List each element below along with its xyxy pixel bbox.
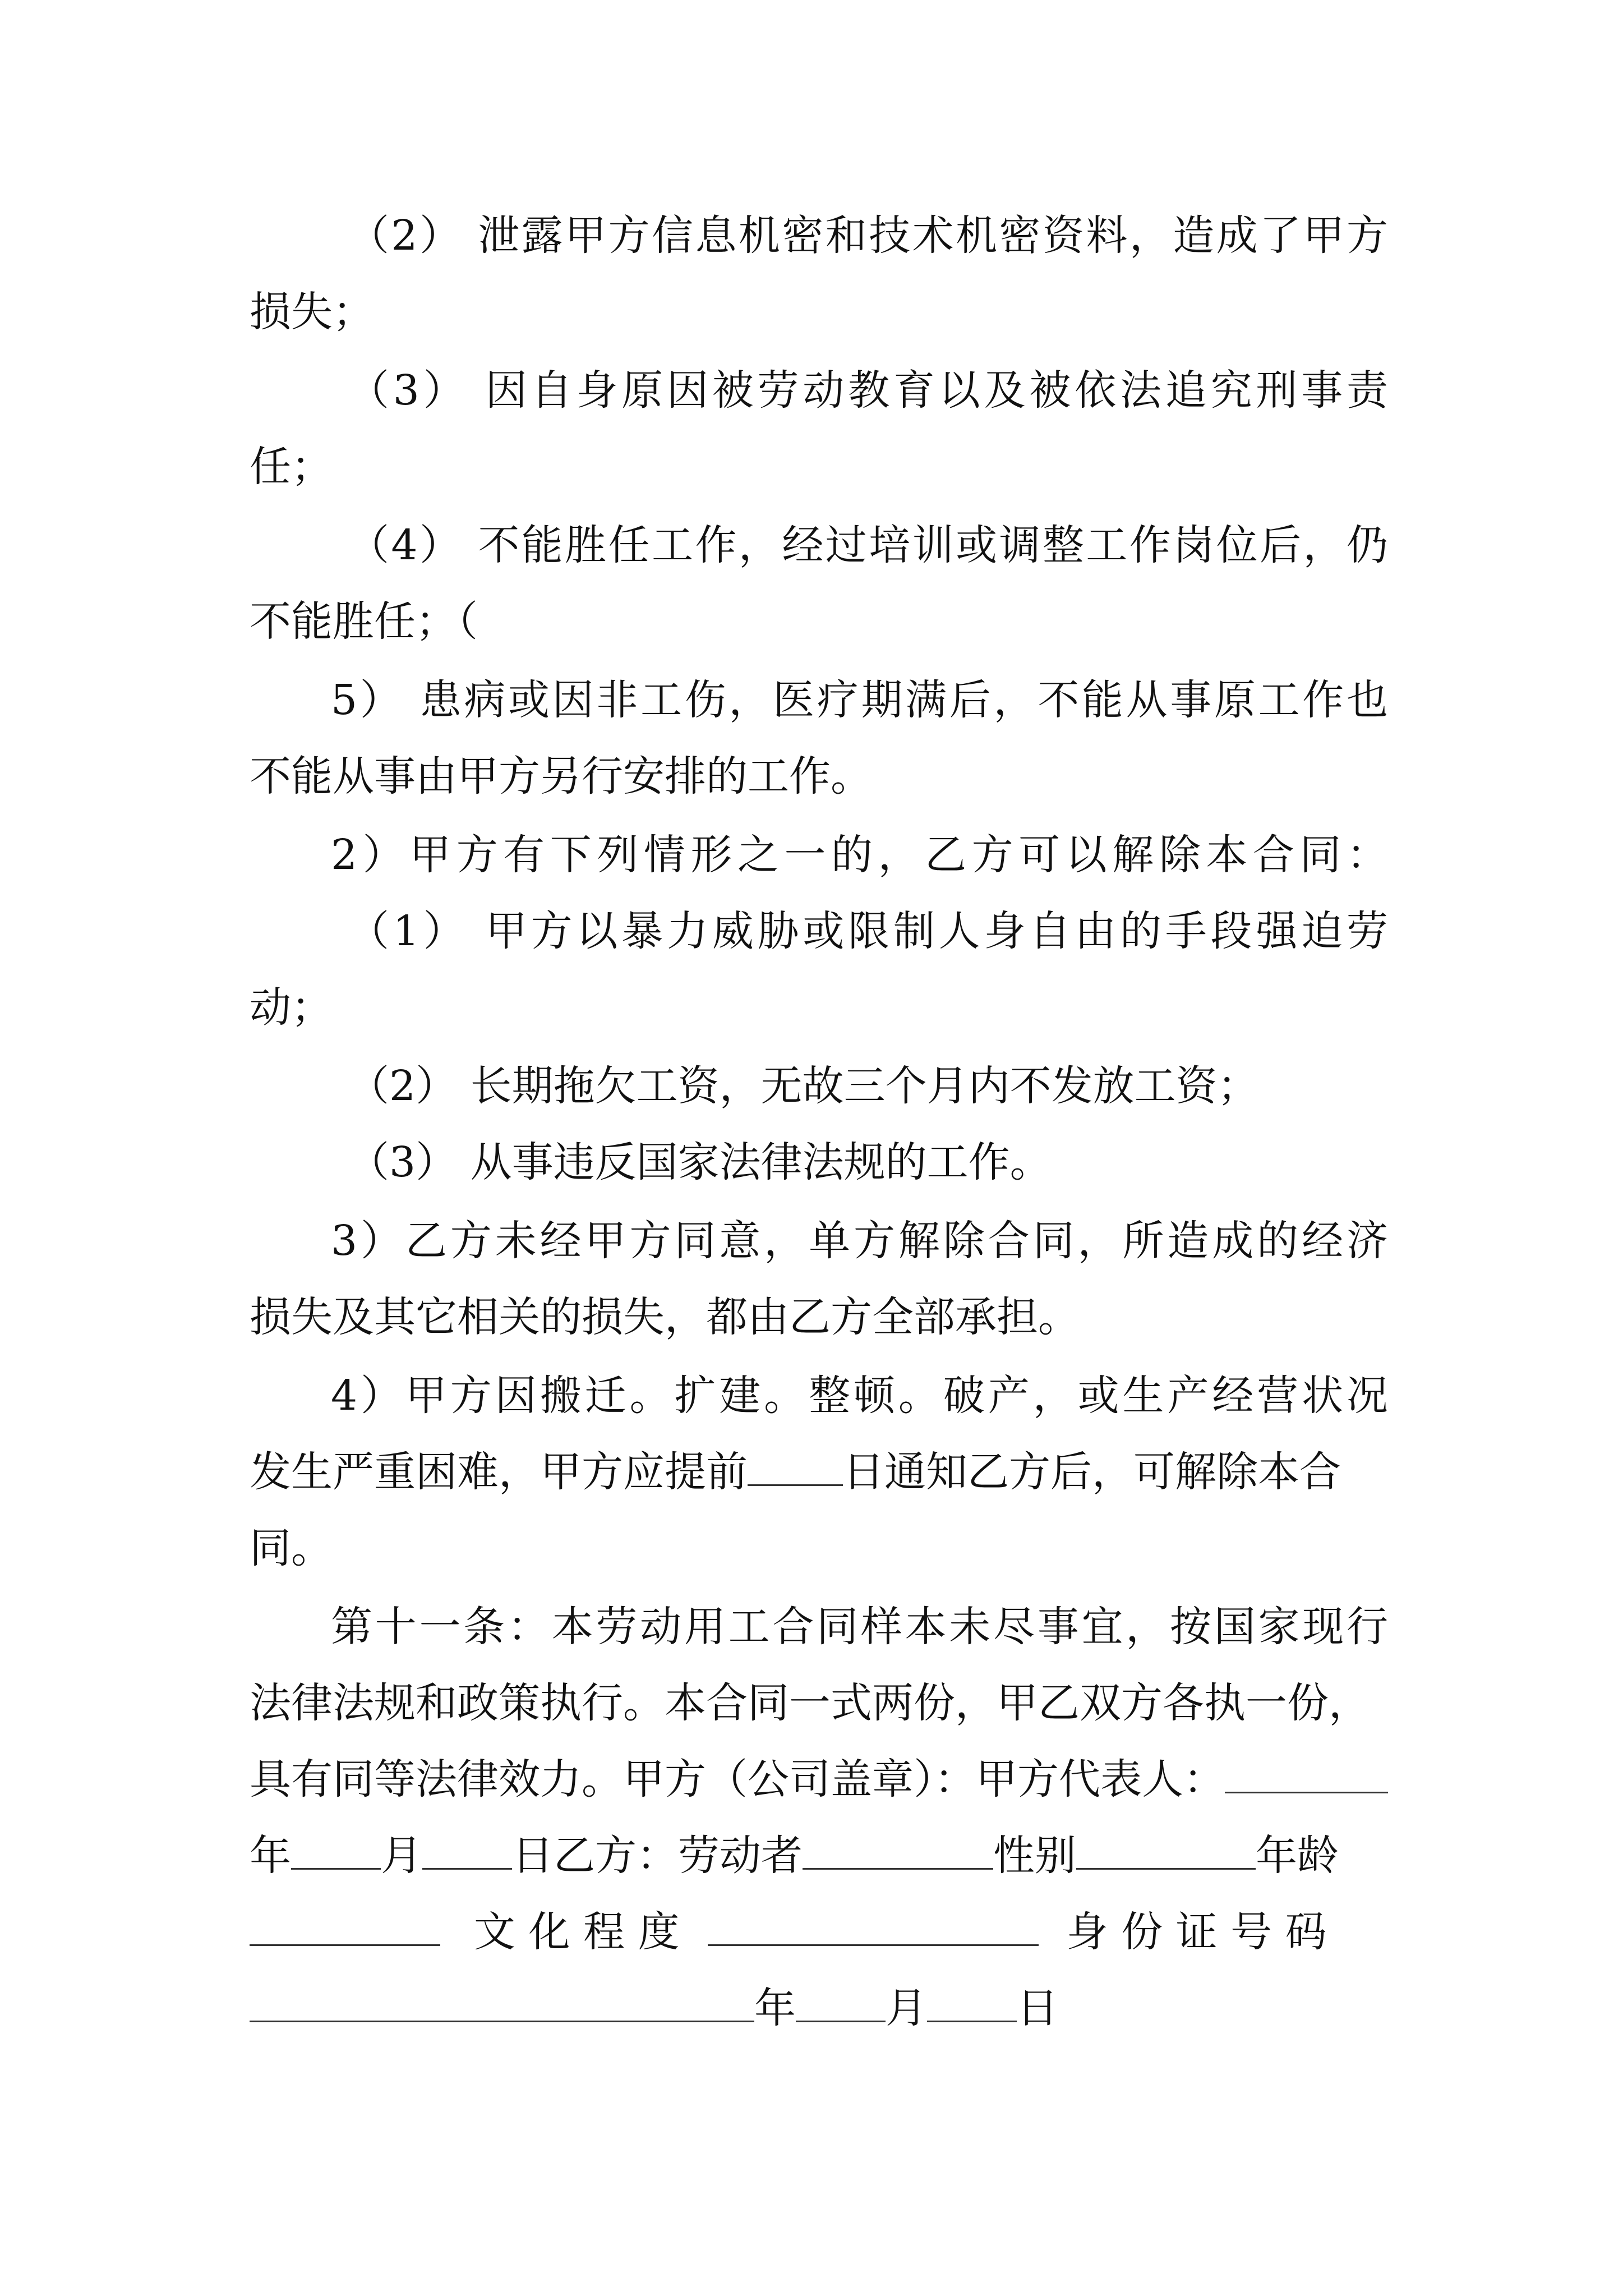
text-fragment: 年 [250, 1832, 291, 1880]
text-fragment: 年 [754, 1984, 796, 2032]
blank-id-number [250, 1981, 754, 2022]
text-fragment: 文 化 程 度 [474, 1908, 680, 1956]
blank-days [748, 1445, 843, 1486]
text-fragment: 具有同等法律效力。甲方（公司盖章）：甲方代表人： [250, 1755, 1225, 1803]
text-line: （3） 因自身原因被劳动教育以及被依法追究刑事责 [348, 366, 1388, 415]
text-line: 2）甲方有下列情形之一的，乙方可以解除本合同： [331, 831, 1388, 879]
blank-worker [803, 1829, 993, 1870]
text-fragment: 月 [886, 1984, 927, 2032]
text-line: 法律法规和政策执行。本合同一式两份，甲乙双方各执一份， [250, 1679, 1370, 1727]
signature-line [250, 1904, 1388, 1960]
signature-line [250, 1980, 1388, 2036]
text-line: 5） 患病或因非工伤，医疗期满后，不能从事原工作也 [331, 676, 1388, 724]
text-line: 不能从事由甲方另行安排的工作。 [250, 752, 872, 800]
text-line: 损失； [250, 288, 374, 336]
blank-gender [1076, 1829, 1256, 1870]
text-line [250, 1444, 1388, 1500]
text-fragment: 身 份 证 号 码 [1066, 1908, 1327, 1956]
blank-education [708, 1905, 1039, 1946]
blank-age [250, 1905, 440, 1946]
text-line: 动； [250, 983, 333, 1032]
text-fragment: 性别 [993, 1832, 1076, 1880]
text-line: （2） 泄露甲方信息机密和技术机密资料，造成了甲方 [348, 211, 1388, 260]
signature-line [250, 1751, 1388, 1807]
blank-day-b [927, 1981, 1017, 2022]
text-line: （2） 长期拖欠工资，无故三个月内不发放工资； [348, 1062, 1259, 1110]
text-fragment: 日通知乙方后，可解除本合 [843, 1448, 1341, 1496]
text-line: 4）甲方因搬迁。扩建。整顿。破产，或生产经营状况 [331, 1372, 1388, 1420]
text-fragment: 年龄 [1256, 1832, 1339, 1880]
text-line: 不能胜任；（ [250, 597, 478, 646]
text-line: 同。 [250, 1524, 333, 1572]
blank-month-a [291, 1829, 381, 1870]
text-line: （3） 从事违反国家法律法规的工作。 [348, 1138, 1052, 1186]
signature-line [250, 1828, 1388, 1884]
blank-day-a [422, 1829, 512, 1870]
text-line: 任； [250, 443, 333, 491]
text-line: 3）乙方未经甲方同意，单方解除合同，所造成的经济 [331, 1217, 1388, 1265]
text-line: （1） 甲方以暴力威胁或限制人身自由的手段强迫劳 [348, 907, 1388, 955]
text-line: 损失及其它相关的损失，都由乙方全部承担。 [250, 1293, 1080, 1341]
text-fragment: 月 [381, 1832, 422, 1880]
text-fragment: 日乙方：劳动者 [512, 1832, 803, 1880]
blank-representative [1225, 1752, 1388, 1793]
text-fragment: 发生严重困难，甲方应提前 [250, 1448, 748, 1496]
text-line: （4） 不能胜任工作，经过培训或调整工作岗位后，仍 [348, 521, 1388, 569]
text-line: 第十一条：本劳动用工合同样本未尽事宜，按国家现行 [331, 1603, 1388, 1651]
blank-month-b [796, 1981, 886, 2022]
text-fragment: 日 [1017, 1984, 1058, 2032]
